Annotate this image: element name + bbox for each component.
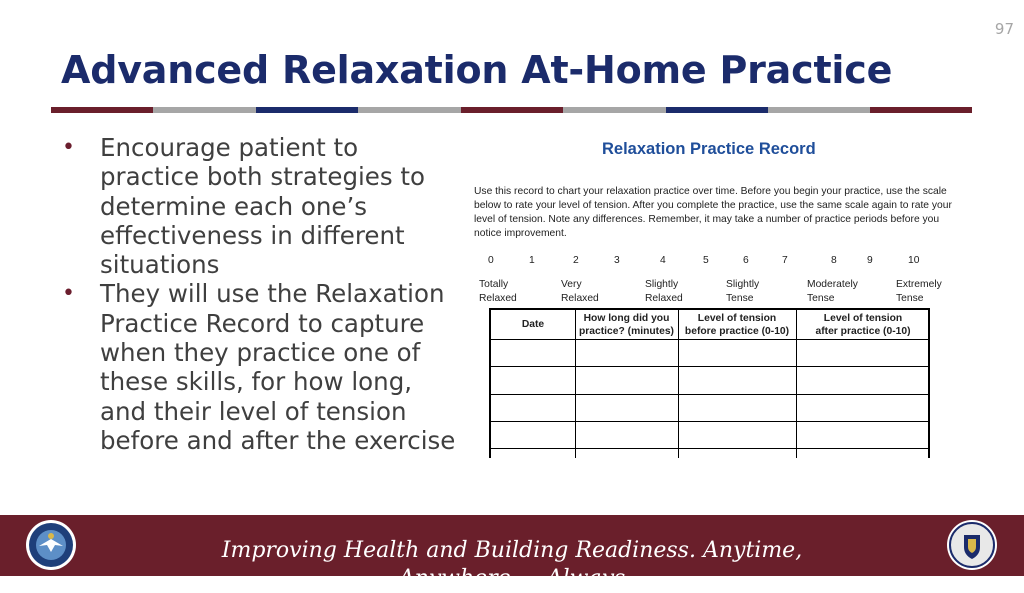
scale-number: 4 [660,255,666,266]
scale-number: 5 [703,255,709,266]
scale-label: Moderately Tense [807,279,858,304]
title-divider-stripe [51,107,972,113]
bullet-dot-icon: • [62,135,75,160]
scale-number: 0 [488,255,494,266]
scale-label: Totally Relaxed [479,279,517,304]
bullet-list [62,133,462,455]
scale-number: 1 [529,255,535,266]
table-header: How long did you practice? (minutes) [579,313,674,337]
bullet-text: They will use the Relaxation Practice Record to capture when they practice one of these skills, for how long, and their level of tension before and after the exercise [100,279,456,455]
scale-label: Slightly Relaxed [645,279,683,304]
footer-tagline: Improving Health and Building Readiness. Anytime, Anywhere — Always [221,538,803,591]
bullet-text: Encourage patient to practice both strategies to determine each one’s effectiveness in different situations [100,133,426,280]
scale-number: 10 [908,255,920,266]
scale-number: 7 [782,255,788,266]
slide-number: 97 [994,20,1014,38]
table-header: Level of tension before practice (0-10) [684,313,790,337]
scale-label: Very Relaxed [561,279,599,304]
scale-number: 6 [743,255,749,266]
record-instructions: Use this record to chart your relaxation practice over time. Before you begin your practice, use the scale below to rate your level of tension. After you complete the practice, use the same scale again to rate your level of tension. Note any differences. Remember, it may take a number of practice periods before you notice improvement. [474,186,952,239]
department-of-defense-seal-icon [25,519,77,571]
defense-health-agency-seal-icon [946,519,998,571]
practice-record-table [489,308,930,458]
scale-number: 8 [831,255,837,266]
relaxation-practice-record-image [470,135,960,465]
scale-number: 2 [573,255,579,266]
table-header: Date [521,319,545,330]
bullet-item [62,279,462,455]
footer-bar [0,515,1024,591]
scale-label: Slightly Tense [726,279,760,304]
scale-label: Extremely Tense [896,279,942,304]
table-header: Level of tension after practice (0-10) [815,313,911,337]
bullet-dot-icon: • [62,281,75,307]
slide-title: Advanced Relaxation At-Home Practice [61,48,893,92]
bullet-item [62,133,462,279]
record-title: Relaxation Practice Record [602,140,816,158]
scale-number: 9 [867,255,873,266]
scale-number: 3 [614,255,620,266]
